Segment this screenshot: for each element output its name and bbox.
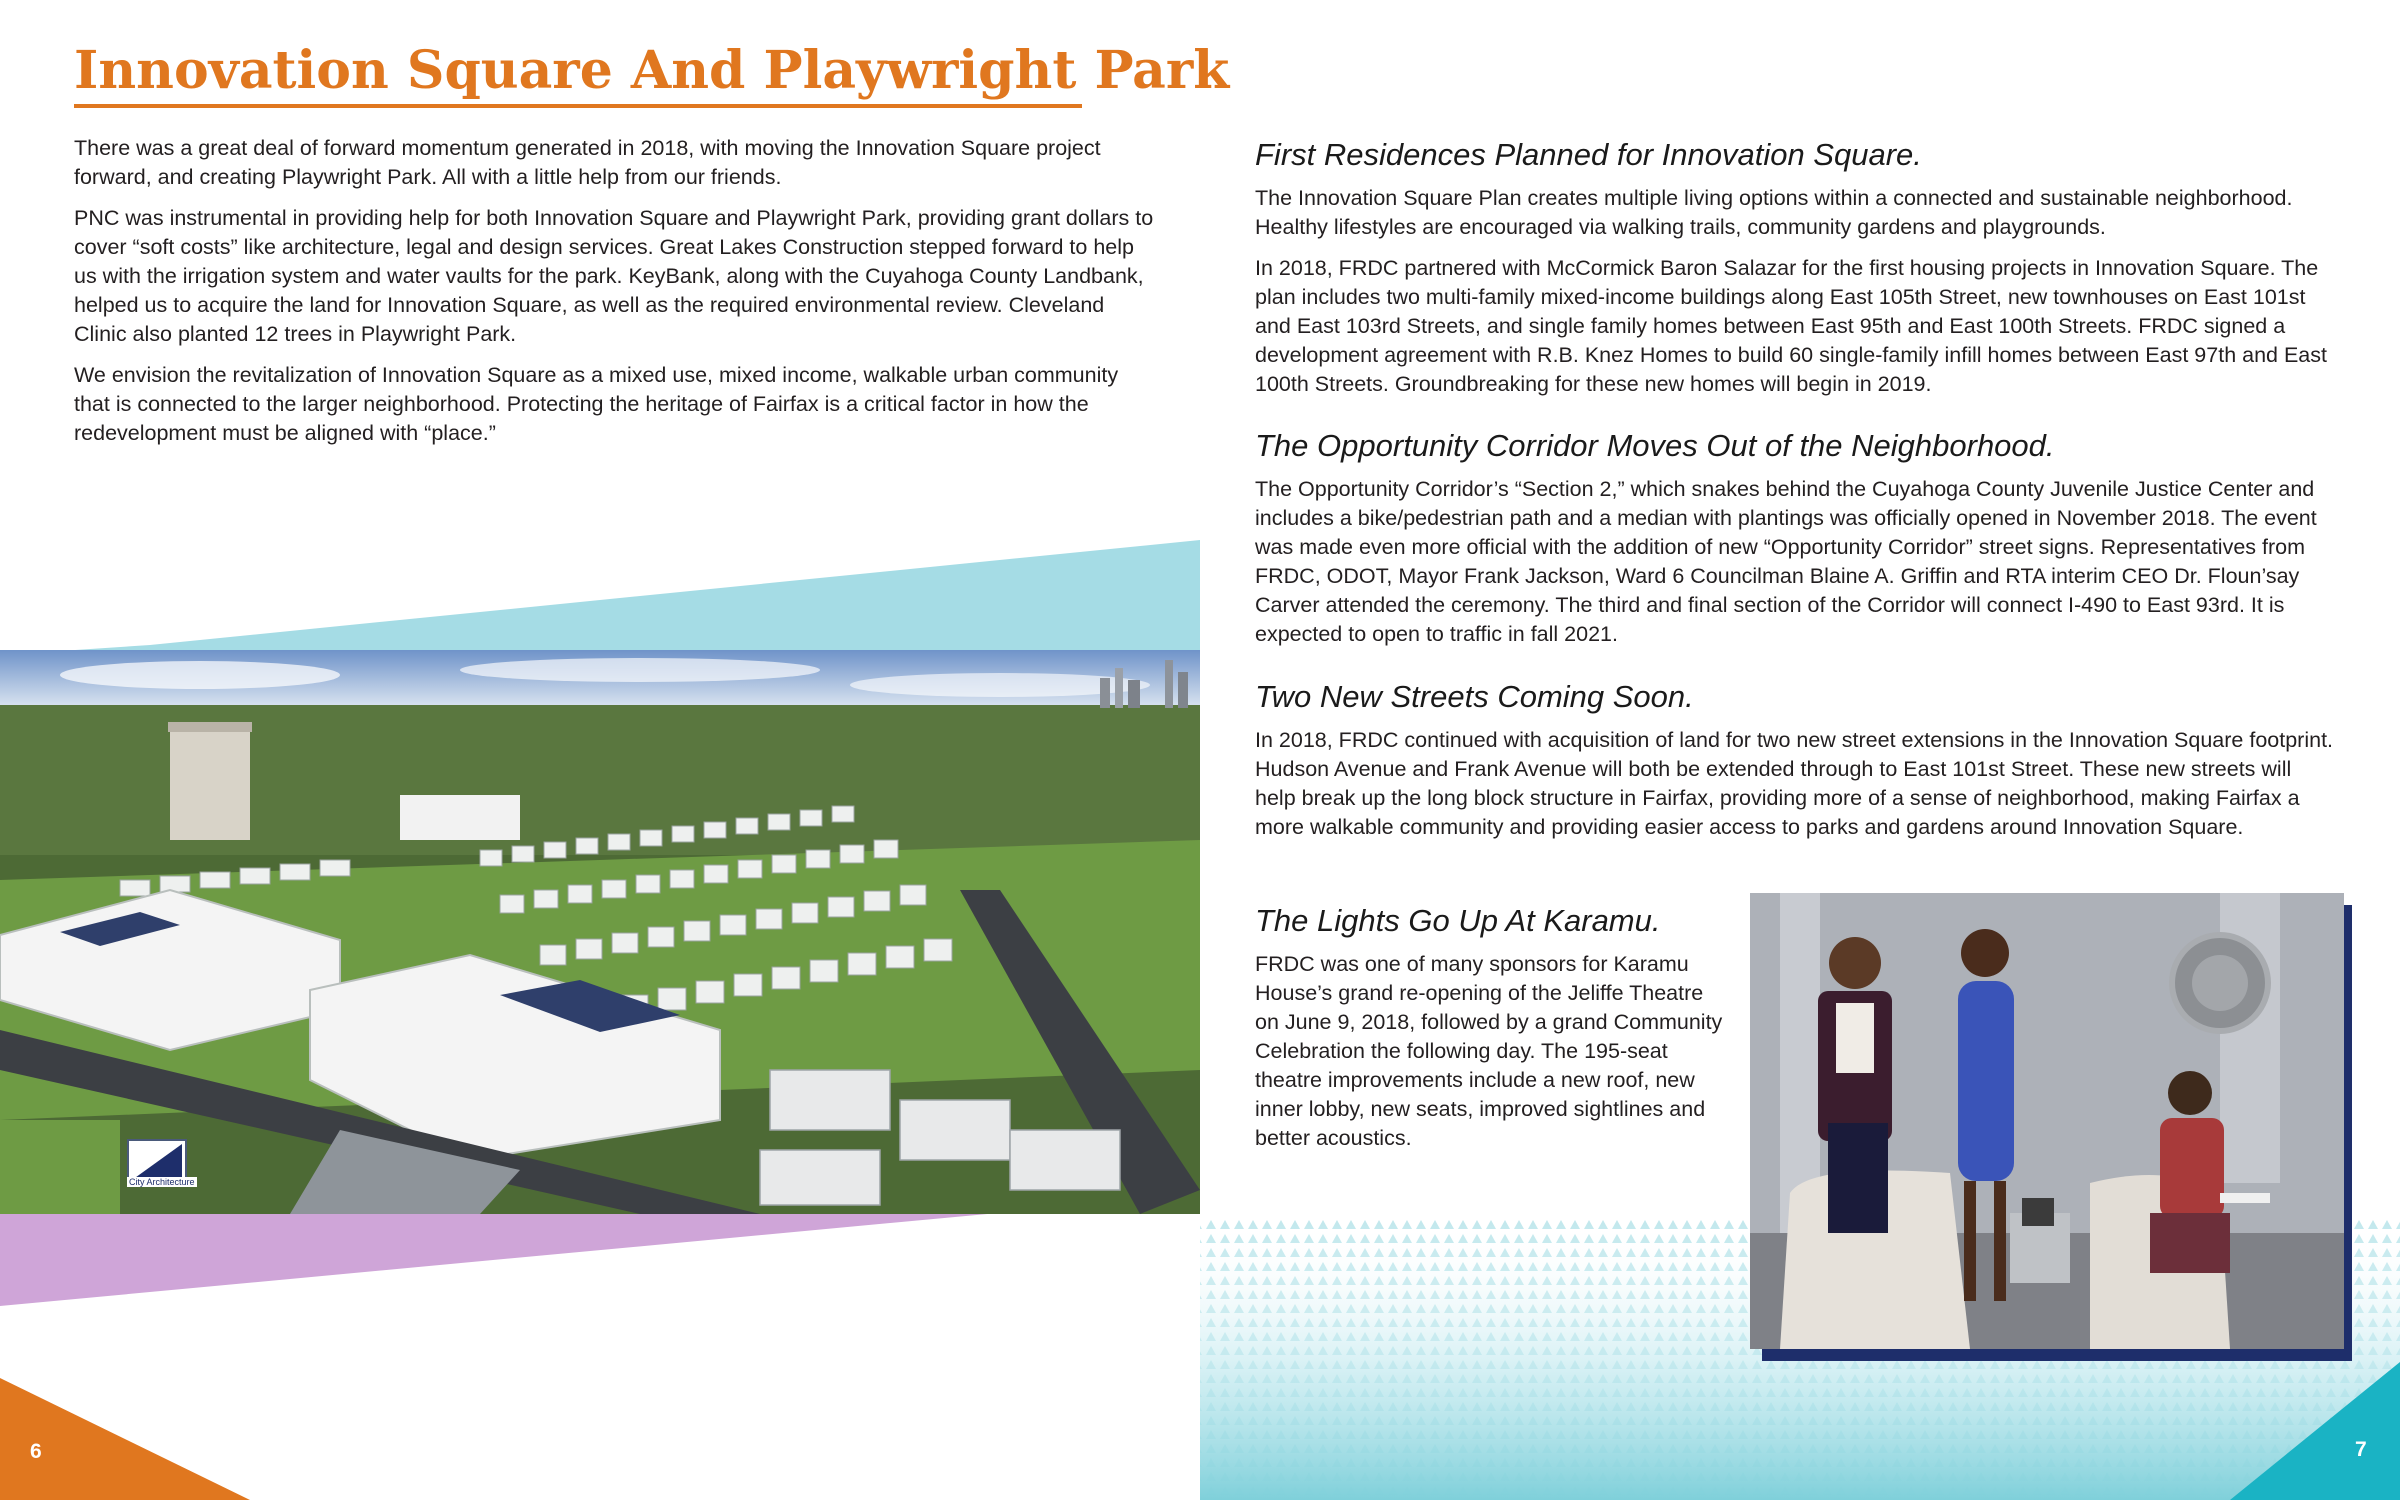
- page-number-right: 7: [2355, 1438, 2367, 1461]
- section-heading: The Opportunity Corridor Moves Out of the Neighborhood.: [1255, 428, 2055, 463]
- section-heading: Two New Streets Coming Soon.: [1255, 679, 1694, 714]
- section-paragraph: In 2018, FRDC partnered with McCormick Baron Salazar for the first housing projects in Innovation Square. The plan includes two multi-family mixed-income buildings along East 105th Street, new townhouses on East 101st and East 103rd Streets, and single family homes between East 95th and East 100th Streets. FRDC signed a development agreement with R.B. Knez Homes to build 60 single-family infill homes between East 97th and East 100th Streets. Groundbreaking for these new homes will begin in 2019.: [1255, 256, 2327, 396]
- section-karamu: [1255, 902, 1725, 1165]
- lilac-wedge-shape: [0, 1210, 1030, 1306]
- section-heading: First Residences Planned for Innovation Square.: [1255, 137, 1922, 172]
- orange-corner-shape: [0, 1378, 250, 1500]
- intro-text: [74, 134, 1154, 460]
- intro-paragraph: We envision the revitalization of Innovation Square as a mixed use, mixed income, walkable urban community that is connected to the larger neighborhood. Protecting the heritage of Fairfax is a critical factor in how the redevelopment must be aligned with “place.”: [74, 363, 1119, 445]
- intro-paragraph: PNC was instrumental in providing help for both Innovation Square and Playwright Park, providing grant dollars to cover “soft costs” like architecture, legal and design services. Great Lakes Construction stepped forward to help us with the irrigation system and water vaults for the park. KeyBank, along with the Cuyahoga County Landbank, helped us to acquire the land for Innovation Square, as well as the required environmental review. Cleveland Clinic also planted 12 trees in Playwright Park.: [74, 206, 1154, 346]
- section-residences: [1255, 136, 2335, 411]
- section-paragraph: The Innovation Square Plan creates multiple living options within a connected and sustainable neighborhood. Healthy lifestyles are encouraged via walking trails, community gardens and playgrounds.: [1255, 186, 2293, 239]
- page-title: Innovation Square And Playwright Park: [74, 40, 1230, 101]
- section-heading: The Lights Go Up At Karamu.: [1255, 903, 1661, 938]
- aerial-rendering-image: [0, 650, 1200, 1214]
- page-number-left: 6: [30, 1440, 42, 1463]
- title-underline: [74, 104, 1082, 108]
- image-credit: City Architecture: [129, 1177, 195, 1187]
- section-paragraph: In 2018, FRDC continued with acquisition of land for two new street extensions in the Innovation Square footprint. Hudson Avenue and Frank Avenue will both be extended through to East 101st Street. These new streets will help break up the long block structure in Fairfax, providing more of a sense of neighborhood, making Fairfax a more walkable community and providing easier access to parks and gardens around Innovation Square.: [1255, 728, 2334, 839]
- section-paragraph: FRDC was one of many sponsors for Karamu House’s grand re-opening of the Jeliffe Theatre on June 9, 2018, followed by a grand Community Celebration the following day. The 195-seat theatre improvements include a new roof, new inner lobby, new seats, improved sightlines and better acoustics.: [1255, 952, 1723, 1150]
- karamu-theatre-photo: [1750, 893, 2344, 1349]
- section-paragraph: The Opportunity Corridor’s “Section 2,” which snakes behind the Cuyahoga County Juvenile Justice Center and includes a bike/pedestrian path and a median with plantings was officially opened in November 2018. The event was made even more official with the addition of new “Opportunity Corridor” street signs. Representatives from FRDC, ODOT, Mayor Frank Jackson, Ward 6 Councilman Blaine A. Griffin and RTA interim CEO Dr. Floun’say Carver attended the ceremony. The third and final section of the Corridor will connect I-490 to East 93rd. It is expected to open to traffic in fall 2021.: [1255, 477, 2317, 646]
- intro-paragraph: There was a great deal of forward momentum generated in 2018, with moving the Innovation Square project forward, and creating Playwright Park. All with a little help from our friends.: [74, 136, 1101, 189]
- section-new-streets: [1255, 678, 2335, 854]
- section-opportunity-corridor: [1255, 427, 2335, 661]
